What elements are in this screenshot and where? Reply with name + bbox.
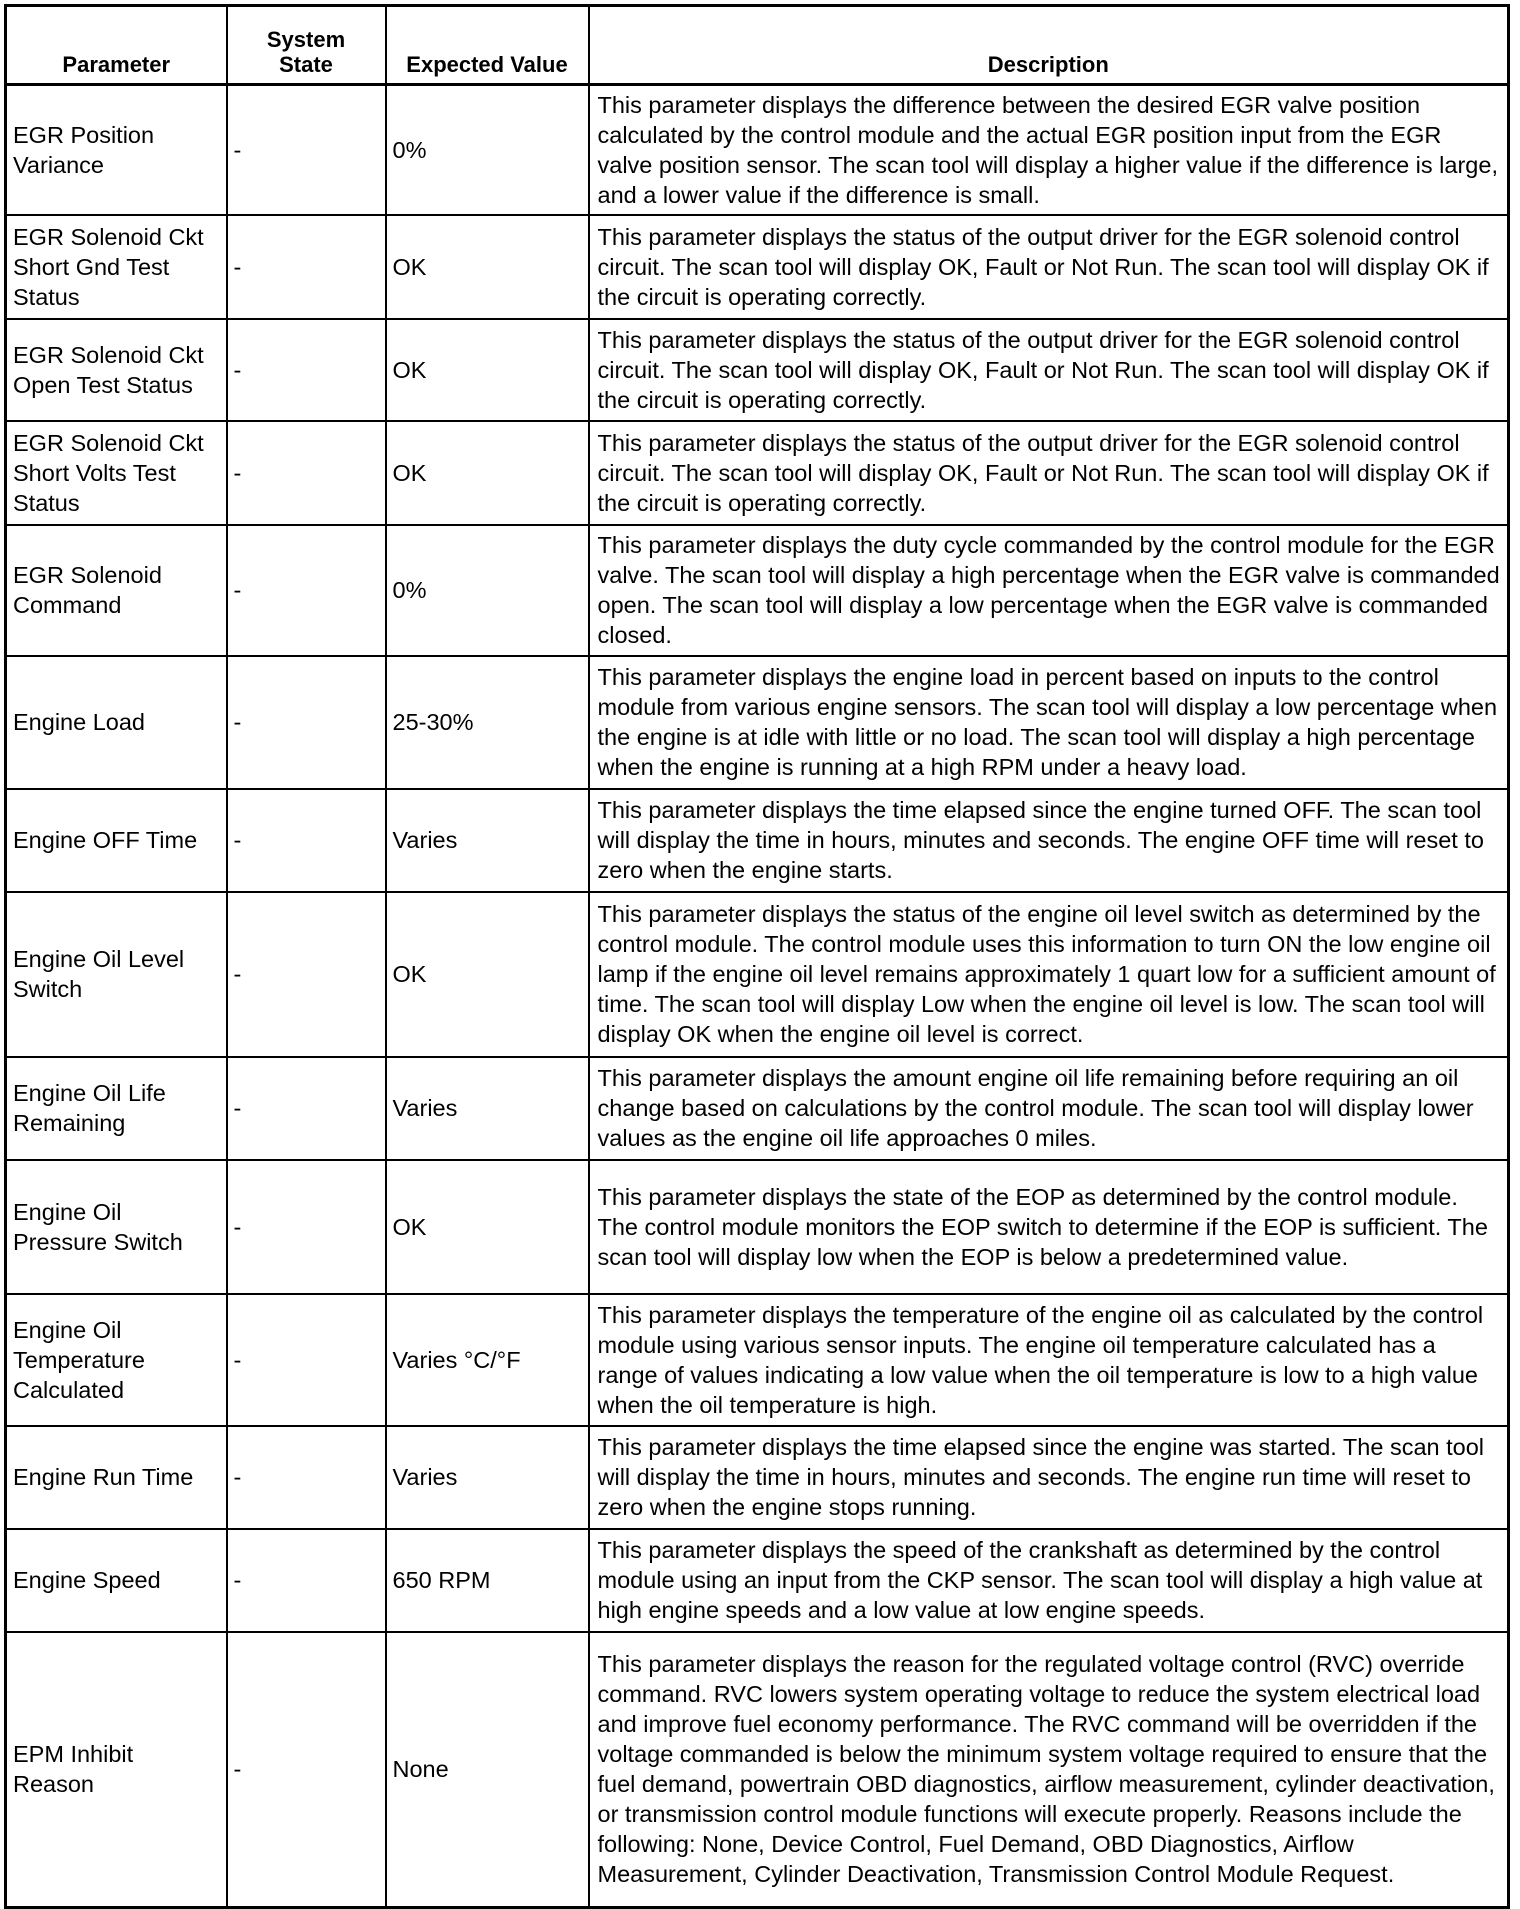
description-cell: This parameter displays the status of the engine oil level switch as determined by the control module. The control module uses this information to turn ON the low engine oil lamp if the engine oil level remains approximately 1 quart low for a sufficient amount of time. The scan tool will display Low when the engine oil level is low. The scan tool will display OK when the engine oil level is correct.: [589, 892, 1509, 1057]
parameter-cell: EGR Solenoid Command: [6, 525, 227, 656]
parameter-cell: Engine Oil Life Remaining: [6, 1057, 227, 1160]
description-cell: This parameter displays the amount engine oil life remaining before requiring an oil change based on calculations by the control module. The scan tool will display lower values as the engine oil life approaches 0 miles.: [589, 1057, 1509, 1160]
expected-value-cell: 650 RPM: [386, 1529, 589, 1632]
parameter-cell: EGR Solenoid Ckt Short Volts Test Status: [6, 421, 227, 525]
parameter-cell: Engine Load: [6, 656, 227, 789]
expected-value-cell: Varies: [386, 1057, 589, 1160]
system-state-cell: -: [227, 525, 386, 656]
parameter-table: [4, 4, 1510, 1909]
header-description: Description: [589, 6, 1509, 85]
header-system-state: [227, 6, 386, 85]
expected-value-cell: Varies: [386, 789, 589, 892]
description-cell: This parameter displays the time elapsed since the engine turned OFF. The scan tool will display the time in hours, minutes and seconds. The engine OFF time will reset to zero when the engine starts.: [589, 789, 1509, 892]
table-row: [6, 656, 1509, 789]
system-state-cell: -: [227, 1160, 386, 1294]
expected-value-cell: 0%: [386, 85, 589, 215]
system-state-cell: -: [227, 1057, 386, 1160]
table-row: [6, 1529, 1509, 1632]
table-body: [6, 85, 1509, 1908]
header-parameter: Parameter: [6, 6, 227, 85]
table-row: [6, 85, 1509, 215]
table-row: [6, 1426, 1509, 1529]
expected-value-cell: None: [386, 1632, 589, 1908]
description-cell: This parameter displays the temperature of the engine oil as calculated by the control module using various sensor inputs. The engine oil temperature calculated has a range of values indicating a low value when the oil temperature is low to a high value when the oil temperature is high.: [589, 1294, 1509, 1426]
expected-value-cell: 0%: [386, 525, 589, 656]
expected-value-cell: Varies °C/°F: [386, 1294, 589, 1426]
table-row: [6, 525, 1509, 656]
system-state-cell: -: [227, 789, 386, 892]
table-row: [6, 215, 1509, 319]
description-cell: This parameter displays the status of the output driver for the EGR solenoid control circuit. The scan tool will display OK, Fault or Not Run. The scan tool will display OK if the circuit is operating correctly.: [589, 215, 1509, 319]
system-state-cell: -: [227, 1294, 386, 1426]
description-cell: This parameter displays the reason for the regulated voltage control (RVC) override command. RVC lowers system operating voltage to reduce the system electrical load and improve fuel economy performance. The RVC command will be overridden if the voltage commanded is below the minimum system voltage required to ensure that the fuel demand, powertrain OBD diagnostics, airflow measurement, cylinder deactivation, or transmission control module functions will execute properly. Reasons include the following: None, Device Control, Fuel Demand, OBD Diagnostics, Airflow Measurement, Cylinder Deactivation, Transmission Control Module Request.: [589, 1632, 1509, 1908]
expected-value-cell: OK: [386, 319, 589, 421]
parameter-cell: EGR Solenoid Ckt Open Test Status: [6, 319, 227, 421]
system-state-cell: -: [227, 1529, 386, 1632]
table-header-row: [6, 6, 1509, 85]
system-state-cell: -: [227, 85, 386, 215]
expected-value-cell: OK: [386, 421, 589, 525]
header-expected-value: Expected Value: [386, 6, 589, 85]
description-cell: This parameter displays the status of the output driver for the EGR solenoid control circuit. The scan tool will display OK, Fault or Not Run. The scan tool will display OK if the circuit is operating correctly.: [589, 421, 1509, 525]
expected-value-cell: OK: [386, 215, 589, 319]
expected-value-cell: OK: [386, 1160, 589, 1294]
table-row: [6, 1057, 1509, 1160]
description-cell: This parameter displays the difference between the desired EGR valve position calculated by the control module and the actual EGR position input from the EGR valve position sensor. The scan tool will display a higher value if the difference is large, and a lower value if the difference is small.: [589, 85, 1509, 215]
description-cell: This parameter displays the engine load in percent based on inputs to the control module from various engine sensors. The scan tool will display a low percentage when the engine is at idle with little or no load. The scan tool will display a high percentage when the engine is running at a high RPM under a heavy load.: [589, 656, 1509, 789]
parameter-cell: Engine Speed: [6, 1529, 227, 1632]
system-state-cell: -: [227, 421, 386, 525]
table-row: [6, 1632, 1509, 1908]
description-cell: This parameter displays the speed of the crankshaft as determined by the control module using an input from the CKP sensor. The scan tool will display a high value at high engine speeds and a low value at low engine speeds.: [589, 1529, 1509, 1632]
description-cell: This parameter displays the state of the EOP as determined by the control module. The control module monitors the EOP switch to determine if the EOP is sufficient. The scan tool will display low when the EOP is below a predetermined value.: [589, 1160, 1509, 1294]
expected-value-cell: OK: [386, 892, 589, 1057]
system-state-cell: -: [227, 319, 386, 421]
expected-value-cell: Varies: [386, 1426, 589, 1529]
parameter-cell: EPM Inhibit Reason: [6, 1632, 227, 1908]
description-cell: This parameter displays the duty cycle commanded by the control module for the EGR valve. The scan tool will display a high percentage when the EGR valve is commanded open. The scan tool will display a low percentage when the EGR valve is commanded closed.: [589, 525, 1509, 656]
parameter-cell: Engine OFF Time: [6, 789, 227, 892]
table-row: [6, 789, 1509, 892]
table-row: [6, 892, 1509, 1057]
parameter-cell: EGR Solenoid Ckt Short Gnd Test Status: [6, 215, 227, 319]
description-cell: This parameter displays the status of the output driver for the EGR solenoid control circuit. The scan tool will display OK, Fault or Not Run. The scan tool will display OK if the circuit is operating correctly.: [589, 319, 1509, 421]
parameter-cell: Engine Oil Temperature Calculated: [6, 1294, 227, 1426]
table-row: [6, 421, 1509, 525]
system-state-cell: -: [227, 1426, 386, 1529]
description-cell: This parameter displays the time elapsed since the engine was started. The scan tool will display the time in hours, minutes and seconds. The engine run time will reset to zero when the engine stops running.: [589, 1426, 1509, 1529]
table-row: [6, 1160, 1509, 1294]
system-state-cell: -: [227, 656, 386, 789]
parameter-cell: Engine Run Time: [6, 1426, 227, 1529]
table-row: [6, 319, 1509, 421]
system-state-cell: -: [227, 1632, 386, 1908]
parameter-cell: Engine Oil Level Switch: [6, 892, 227, 1057]
table-row: [6, 1294, 1509, 1426]
system-state-cell: -: [227, 892, 386, 1057]
parameter-cell: Engine Oil Pressure Switch: [6, 1160, 227, 1294]
system-state-cell: -: [227, 215, 386, 319]
header-system-state-label: System State: [266, 27, 346, 77]
parameter-cell: EGR Position Variance: [6, 85, 227, 215]
expected-value-cell: 25-30%: [386, 656, 589, 789]
